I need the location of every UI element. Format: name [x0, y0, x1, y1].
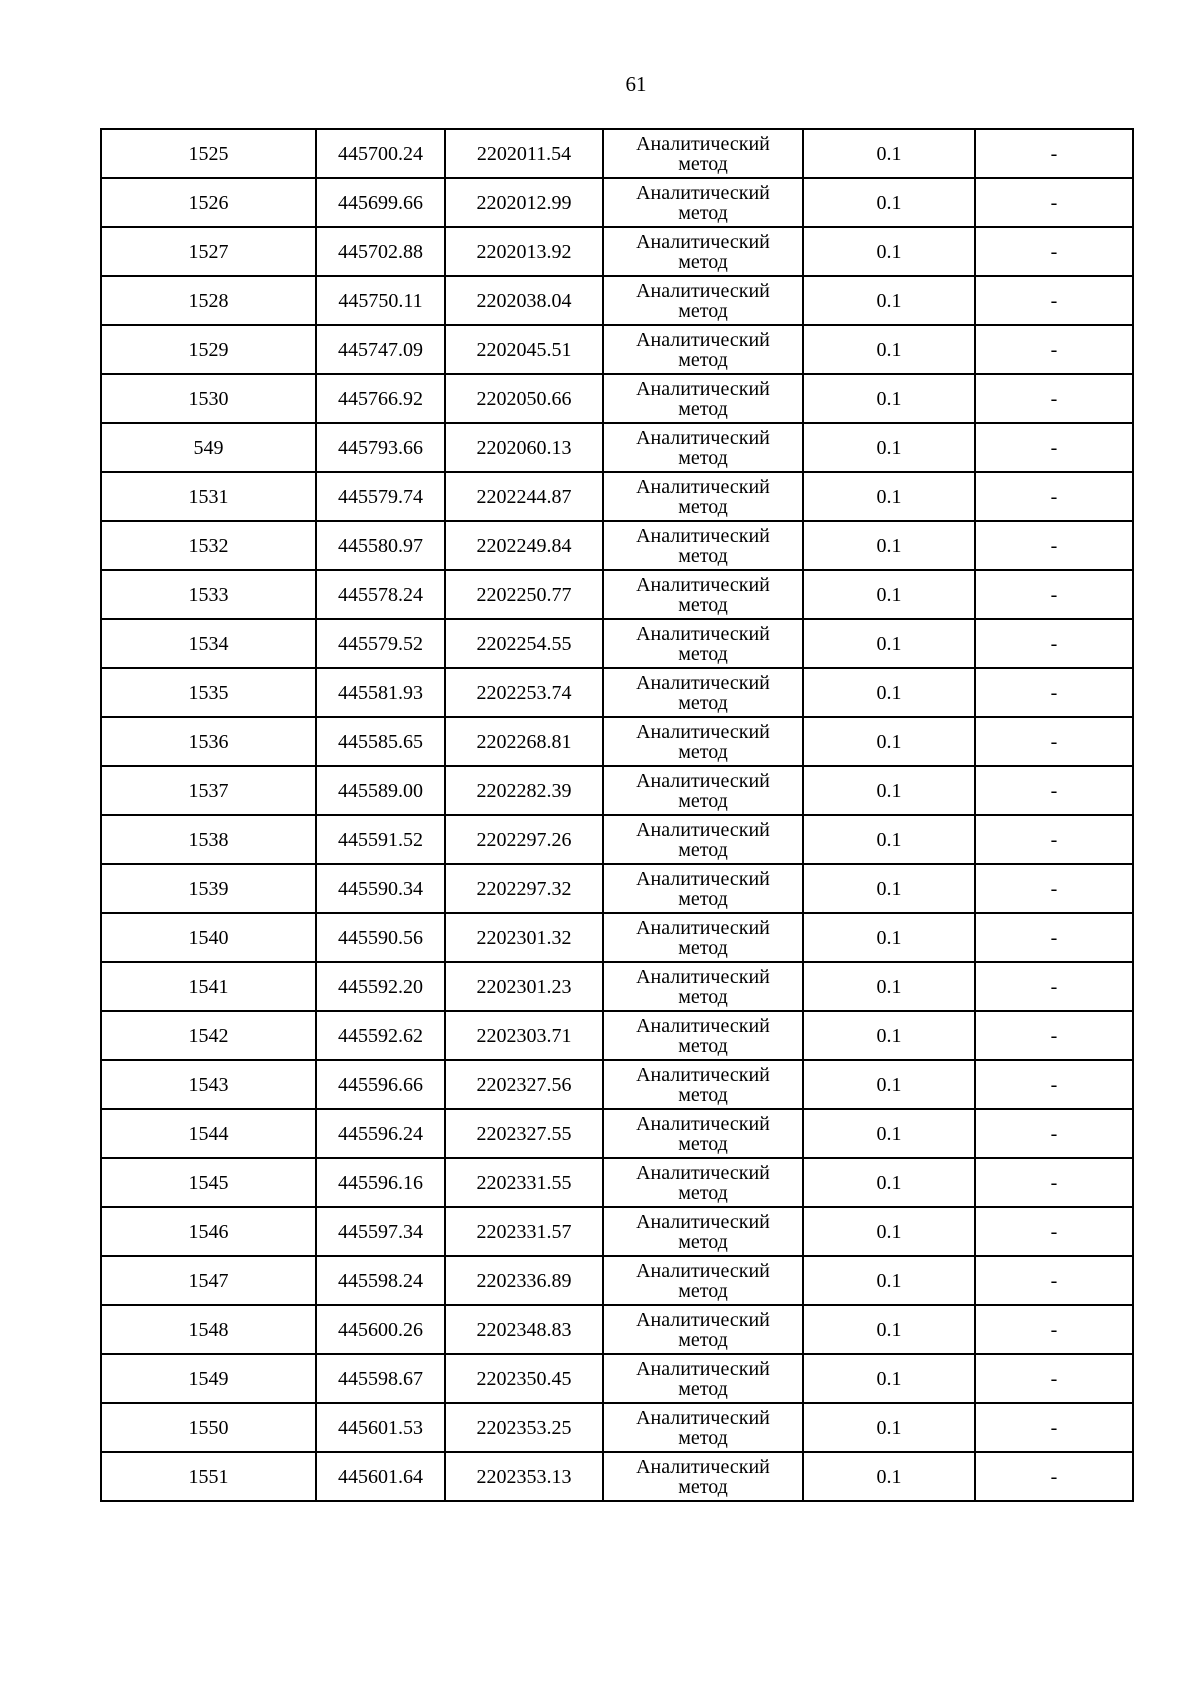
method-cell — [603, 1452, 803, 1501]
method-line-2: метод — [678, 1279, 728, 1302]
table-row — [101, 668, 1133, 717]
table-body — [101, 129, 1133, 1501]
accuracy-cell: 0.1 — [803, 913, 975, 962]
accuracy-cell: 0.1 — [803, 1109, 975, 1158]
point-number-cell: 1534 — [101, 619, 316, 668]
table-row — [101, 1060, 1133, 1109]
method-line-1: Аналитический — [636, 965, 770, 988]
method-line-1: Аналитический — [636, 867, 770, 890]
x-coordinate-cell: 445579.74 — [316, 472, 445, 521]
method-line-2: метод — [678, 887, 728, 910]
method-line-1: Аналитический — [636, 1357, 770, 1380]
table-row — [101, 1354, 1133, 1403]
y-coordinate-cell: 2202244.87 — [445, 472, 603, 521]
accuracy-cell: 0.1 — [803, 325, 975, 374]
point-number-cell: 1546 — [101, 1207, 316, 1256]
x-coordinate-cell: 445596.16 — [316, 1158, 445, 1207]
method-line-1: Аналитический — [636, 1210, 770, 1233]
table-row — [101, 570, 1133, 619]
accuracy-cell: 0.1 — [803, 766, 975, 815]
note-cell: - — [975, 619, 1133, 668]
method-cell — [603, 374, 803, 423]
accuracy-cell: 0.1 — [803, 1207, 975, 1256]
method-line-2: метод — [678, 1328, 728, 1351]
y-coordinate-cell: 2202297.26 — [445, 815, 603, 864]
method-line-2: метод — [678, 299, 728, 322]
table-row — [101, 129, 1133, 178]
method-line-1: Аналитический — [636, 328, 770, 351]
y-coordinate-cell: 2202301.32 — [445, 913, 603, 962]
method-cell — [603, 815, 803, 864]
method-line-1: Аналитический — [636, 1406, 770, 1429]
y-coordinate-cell: 2202297.32 — [445, 864, 603, 913]
method-line-1: Аналитический — [636, 1308, 770, 1331]
method-line-1: Аналитический — [636, 524, 770, 547]
accuracy-cell: 0.1 — [803, 668, 975, 717]
y-coordinate-cell: 2202350.45 — [445, 1354, 603, 1403]
method-line-2: метод — [678, 201, 728, 224]
method-line-2: метод — [678, 1377, 728, 1400]
note-cell: - — [975, 423, 1133, 472]
method-cell — [603, 570, 803, 619]
method-line-2: метод — [678, 642, 728, 665]
note-cell: - — [975, 570, 1133, 619]
method-line-1: Аналитический — [636, 1455, 770, 1478]
note-cell: - — [975, 1207, 1133, 1256]
method-line-1: Аналитический — [636, 230, 770, 253]
point-number-cell: 1549 — [101, 1354, 316, 1403]
method-cell — [603, 766, 803, 815]
method-cell — [603, 1060, 803, 1109]
method-line-2: метод — [678, 691, 728, 714]
method-cell — [603, 178, 803, 227]
method-cell — [603, 325, 803, 374]
y-coordinate-cell: 2202249.84 — [445, 521, 603, 570]
point-number-cell: 1526 — [101, 178, 316, 227]
note-cell: - — [975, 227, 1133, 276]
method-line-2: метод — [678, 446, 728, 469]
y-coordinate-cell: 2202327.55 — [445, 1109, 603, 1158]
note-cell: - — [975, 1060, 1133, 1109]
x-coordinate-cell: 445590.56 — [316, 913, 445, 962]
point-number-cell: 1525 — [101, 129, 316, 178]
x-coordinate-cell: 445747.09 — [316, 325, 445, 374]
y-coordinate-cell: 2202282.39 — [445, 766, 603, 815]
method-line-2: метод — [678, 1426, 728, 1449]
method-line-1: Аналитический — [636, 1014, 770, 1037]
method-line-2: метод — [678, 593, 728, 616]
point-number-cell: 1532 — [101, 521, 316, 570]
note-cell: - — [975, 962, 1133, 1011]
y-coordinate-cell: 2202038.04 — [445, 276, 603, 325]
table-row — [101, 374, 1133, 423]
method-line-1: Аналитический — [636, 818, 770, 841]
x-coordinate-cell: 445699.66 — [316, 178, 445, 227]
table-row — [101, 1305, 1133, 1354]
method-cell — [603, 913, 803, 962]
table-row — [101, 1207, 1133, 1256]
method-cell — [603, 717, 803, 766]
y-coordinate-cell: 2202348.83 — [445, 1305, 603, 1354]
y-coordinate-cell: 2202250.77 — [445, 570, 603, 619]
y-coordinate-cell: 2202011.54 — [445, 129, 603, 178]
x-coordinate-cell: 445598.67 — [316, 1354, 445, 1403]
accuracy-cell: 0.1 — [803, 423, 975, 472]
method-line-2: метод — [678, 936, 728, 959]
point-number-cell: 1551 — [101, 1452, 316, 1501]
point-number-cell: 1533 — [101, 570, 316, 619]
method-line-1: Аналитический — [636, 622, 770, 645]
x-coordinate-cell: 445591.52 — [316, 815, 445, 864]
accuracy-cell: 0.1 — [803, 1403, 975, 1452]
x-coordinate-cell: 445579.52 — [316, 619, 445, 668]
accuracy-cell: 0.1 — [803, 521, 975, 570]
table-row — [101, 619, 1133, 668]
y-coordinate-cell: 2202050.66 — [445, 374, 603, 423]
y-coordinate-cell: 2202327.56 — [445, 1060, 603, 1109]
point-number-cell: 1547 — [101, 1256, 316, 1305]
point-number-cell: 1550 — [101, 1403, 316, 1452]
method-cell — [603, 864, 803, 913]
x-coordinate-cell: 445766.92 — [316, 374, 445, 423]
y-coordinate-cell: 2202013.92 — [445, 227, 603, 276]
table-row — [101, 325, 1133, 374]
y-coordinate-cell: 2202060.13 — [445, 423, 603, 472]
point-number-cell: 1548 — [101, 1305, 316, 1354]
method-cell — [603, 276, 803, 325]
method-line-2: метод — [678, 1083, 728, 1106]
point-number-cell: 1543 — [101, 1060, 316, 1109]
y-coordinate-cell: 2202303.71 — [445, 1011, 603, 1060]
accuracy-cell: 0.1 — [803, 864, 975, 913]
x-coordinate-cell: 445585.65 — [316, 717, 445, 766]
point-number-cell: 1527 — [101, 227, 316, 276]
accuracy-cell: 0.1 — [803, 1452, 975, 1501]
point-number-cell: 1540 — [101, 913, 316, 962]
note-cell: - — [975, 472, 1133, 521]
method-cell — [603, 1354, 803, 1403]
note-cell: - — [975, 1158, 1133, 1207]
x-coordinate-cell: 445592.62 — [316, 1011, 445, 1060]
x-coordinate-cell: 445597.34 — [316, 1207, 445, 1256]
page-number: 61 — [625, 72, 647, 96]
x-coordinate-cell: 445589.00 — [316, 766, 445, 815]
x-coordinate-cell: 445592.20 — [316, 962, 445, 1011]
table-row — [101, 227, 1133, 276]
point-number-cell: 1530 — [101, 374, 316, 423]
method-line-2: метод — [678, 250, 728, 273]
y-coordinate-cell: 2202301.23 — [445, 962, 603, 1011]
table-row — [101, 913, 1133, 962]
method-line-2: метод — [678, 740, 728, 763]
method-cell — [603, 962, 803, 1011]
method-line-1: Аналитический — [636, 426, 770, 449]
accuracy-cell: 0.1 — [803, 619, 975, 668]
point-number-cell: 1539 — [101, 864, 316, 913]
point-number-cell: 549 — [101, 423, 316, 472]
x-coordinate-cell: 445596.24 — [316, 1109, 445, 1158]
note-cell: - — [975, 1011, 1133, 1060]
note-cell: - — [975, 1403, 1133, 1452]
method-cell — [603, 1207, 803, 1256]
point-number-cell: 1528 — [101, 276, 316, 325]
method-cell — [603, 472, 803, 521]
method-cell — [603, 1109, 803, 1158]
method-line-1: Аналитический — [636, 279, 770, 302]
y-coordinate-cell: 2202268.81 — [445, 717, 603, 766]
y-coordinate-cell: 2202336.89 — [445, 1256, 603, 1305]
x-coordinate-cell: 445581.93 — [316, 668, 445, 717]
table-row — [101, 962, 1133, 1011]
accuracy-cell: 0.1 — [803, 129, 975, 178]
note-cell: - — [975, 178, 1133, 227]
point-number-cell: 1542 — [101, 1011, 316, 1060]
x-coordinate-cell: 445700.24 — [316, 129, 445, 178]
method-line-1: Аналитический — [636, 769, 770, 792]
table-row — [101, 864, 1133, 913]
method-line-1: Аналитический — [636, 132, 770, 155]
accuracy-cell: 0.1 — [803, 276, 975, 325]
note-cell: - — [975, 815, 1133, 864]
table-row — [101, 178, 1133, 227]
table-row — [101, 472, 1133, 521]
table-row — [101, 521, 1133, 570]
table-row — [101, 276, 1133, 325]
point-number-cell: 1537 — [101, 766, 316, 815]
x-coordinate-cell: 445598.24 — [316, 1256, 445, 1305]
x-coordinate-cell: 445793.66 — [316, 423, 445, 472]
point-number-cell: 1545 — [101, 1158, 316, 1207]
table-row — [101, 815, 1133, 864]
point-number-cell: 1531 — [101, 472, 316, 521]
method-line-2: метод — [678, 544, 728, 567]
method-line-2: метод — [678, 152, 728, 175]
note-cell: - — [975, 521, 1133, 570]
y-coordinate-cell: 2202353.13 — [445, 1452, 603, 1501]
method-cell — [603, 423, 803, 472]
table-row — [101, 1011, 1133, 1060]
accuracy-cell: 0.1 — [803, 1011, 975, 1060]
method-line-1: Аналитический — [636, 671, 770, 694]
point-number-cell: 1538 — [101, 815, 316, 864]
accuracy-cell: 0.1 — [803, 227, 975, 276]
note-cell: - — [975, 1109, 1133, 1158]
point-number-cell: 1529 — [101, 325, 316, 374]
point-number-cell: 1535 — [101, 668, 316, 717]
method-line-2: метод — [678, 1034, 728, 1057]
method-line-2: метод — [678, 838, 728, 861]
x-coordinate-cell: 445578.24 — [316, 570, 445, 619]
x-coordinate-cell: 445596.66 — [316, 1060, 445, 1109]
x-coordinate-cell: 445590.34 — [316, 864, 445, 913]
table-row — [101, 1256, 1133, 1305]
note-cell: - — [975, 864, 1133, 913]
x-coordinate-cell: 445600.26 — [316, 1305, 445, 1354]
y-coordinate-cell: 2202331.57 — [445, 1207, 603, 1256]
method-line-2: метод — [678, 1181, 728, 1204]
accuracy-cell: 0.1 — [803, 962, 975, 1011]
x-coordinate-cell: 445601.64 — [316, 1452, 445, 1501]
accuracy-cell: 0.1 — [803, 1060, 975, 1109]
accuracy-cell: 0.1 — [803, 815, 975, 864]
x-coordinate-cell: 445601.53 — [316, 1403, 445, 1452]
accuracy-cell: 0.1 — [803, 1256, 975, 1305]
method-line-2: метод — [678, 397, 728, 420]
note-cell: - — [975, 1305, 1133, 1354]
point-number-cell: 1544 — [101, 1109, 316, 1158]
x-coordinate-cell: 445702.88 — [316, 227, 445, 276]
method-line-2: метод — [678, 495, 728, 518]
accuracy-cell: 0.1 — [803, 374, 975, 423]
note-cell: - — [975, 717, 1133, 766]
method-line-1: Аналитический — [636, 720, 770, 743]
y-coordinate-cell: 2202045.51 — [445, 325, 603, 374]
method-line-2: метод — [678, 1132, 728, 1155]
method-cell — [603, 1403, 803, 1452]
method-line-1: Аналитический — [636, 181, 770, 204]
method-line-1: Аналитический — [636, 1161, 770, 1184]
method-line-1: Аналитический — [636, 1259, 770, 1282]
y-coordinate-cell: 2202353.25 — [445, 1403, 603, 1452]
method-line-2: метод — [678, 1230, 728, 1253]
method-cell — [603, 1158, 803, 1207]
y-coordinate-cell: 2202254.55 — [445, 619, 603, 668]
point-number-cell: 1536 — [101, 717, 316, 766]
x-coordinate-cell: 445750.11 — [316, 276, 445, 325]
note-cell: - — [975, 1354, 1133, 1403]
y-coordinate-cell: 2202331.55 — [445, 1158, 603, 1207]
method-cell — [603, 1256, 803, 1305]
method-line-2: метод — [678, 985, 728, 1008]
method-cell — [603, 521, 803, 570]
accuracy-cell: 0.1 — [803, 1305, 975, 1354]
accuracy-cell: 0.1 — [803, 717, 975, 766]
y-coordinate-cell: 2202253.74 — [445, 668, 603, 717]
y-coordinate-cell: 2202012.99 — [445, 178, 603, 227]
method-cell — [603, 227, 803, 276]
table-row — [101, 766, 1133, 815]
table-row — [101, 1452, 1133, 1501]
note-cell: - — [975, 1256, 1133, 1305]
table-row — [101, 423, 1133, 472]
method-line-1: Аналитический — [636, 1112, 770, 1135]
accuracy-cell: 0.1 — [803, 472, 975, 521]
note-cell: - — [975, 1452, 1133, 1501]
table-row — [101, 1403, 1133, 1452]
table-row — [101, 1158, 1133, 1207]
method-cell — [603, 668, 803, 717]
accuracy-cell: 0.1 — [803, 178, 975, 227]
method-line-1: Аналитический — [636, 475, 770, 498]
note-cell: - — [975, 374, 1133, 423]
note-cell: - — [975, 129, 1133, 178]
method-cell — [603, 129, 803, 178]
note-cell: - — [975, 913, 1133, 962]
note-cell: - — [975, 766, 1133, 815]
method-cell — [603, 1305, 803, 1354]
accuracy-cell: 0.1 — [803, 1354, 975, 1403]
table-row — [101, 1109, 1133, 1158]
method-line-2: метод — [678, 348, 728, 371]
method-line-2: метод — [678, 1475, 728, 1498]
method-line-1: Аналитический — [636, 1063, 770, 1086]
method-cell — [603, 619, 803, 668]
coordinates-table — [100, 128, 1134, 1502]
method-cell — [603, 1011, 803, 1060]
note-cell: - — [975, 668, 1133, 717]
method-line-1: Аналитический — [636, 573, 770, 596]
point-number-cell: 1541 — [101, 962, 316, 1011]
table-row — [101, 717, 1133, 766]
method-line-1: Аналитический — [636, 377, 770, 400]
method-line-1: Аналитический — [636, 916, 770, 939]
accuracy-cell: 0.1 — [803, 1158, 975, 1207]
note-cell: - — [975, 276, 1133, 325]
accuracy-cell: 0.1 — [803, 570, 975, 619]
method-line-2: метод — [678, 789, 728, 812]
x-coordinate-cell: 445580.97 — [316, 521, 445, 570]
note-cell: - — [975, 325, 1133, 374]
